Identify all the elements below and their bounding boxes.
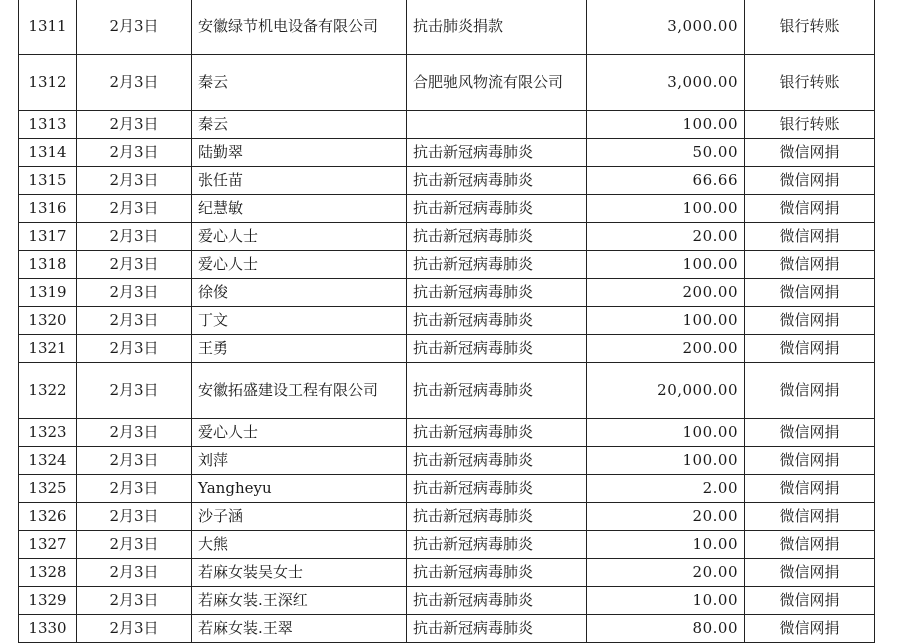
donor-name: 张任苗 <box>192 167 407 195</box>
table-row <box>19 503 875 531</box>
table-row <box>19 251 875 279</box>
row-number: 1312 <box>19 55 77 111</box>
table-row <box>19 307 875 335</box>
donation-date: 2月3日 <box>77 475 192 503</box>
donor-name: 刘萍 <box>192 447 407 475</box>
donation-amount: 10.00 <box>587 531 745 559</box>
table-row <box>19 531 875 559</box>
donation-date: 2月3日 <box>77 251 192 279</box>
donation-purpose: 合肥驰风物流有限公司 <box>407 55 587 111</box>
payment-method: 微信网捐 <box>745 503 875 531</box>
row-number: 1314 <box>19 139 77 167</box>
payment-method: 微信网捐 <box>745 307 875 335</box>
donor-name: 王勇 <box>192 335 407 363</box>
donation-amount: 3,000.00 <box>587 55 745 111</box>
donation-purpose: 抗击新冠病毒肺炎 <box>407 587 587 615</box>
payment-method: 微信网捐 <box>745 279 875 307</box>
donation-purpose: 抗击新冠病毒肺炎 <box>407 447 587 475</box>
row-number: 1330 <box>19 615 77 643</box>
donation-purpose: 抗击新冠病毒肺炎 <box>407 419 587 447</box>
donation-date: 2月3日 <box>77 0 192 55</box>
donation-date: 2月3日 <box>77 167 192 195</box>
donation-date: 2月3日 <box>77 587 192 615</box>
row-number: 1320 <box>19 307 77 335</box>
donation-amount: 66.66 <box>587 167 745 195</box>
donation-date: 2月3日 <box>77 531 192 559</box>
donation-purpose: 抗击新冠病毒肺炎 <box>407 139 587 167</box>
payment-method: 微信网捐 <box>745 447 875 475</box>
row-number: 1315 <box>19 167 77 195</box>
table-row <box>19 111 875 139</box>
donor-name: 爱心人士 <box>192 419 407 447</box>
donation-purpose: 抗击新冠病毒肺炎 <box>407 615 587 643</box>
donation-amount: 100.00 <box>587 111 745 139</box>
table-row <box>19 139 875 167</box>
table-row <box>19 447 875 475</box>
donation-amount: 2.00 <box>587 475 745 503</box>
donation-date: 2月3日 <box>77 363 192 419</box>
payment-method: 银行转账 <box>745 111 875 139</box>
donation-amount: 100.00 <box>587 307 745 335</box>
donation-amount: 80.00 <box>587 615 745 643</box>
donor-name: Yangheyu <box>192 475 407 503</box>
donation-date: 2月3日 <box>77 419 192 447</box>
table-row <box>19 363 875 419</box>
payment-method: 微信网捐 <box>745 419 875 447</box>
row-number: 1316 <box>19 195 77 223</box>
row-number: 1325 <box>19 475 77 503</box>
row-number: 1327 <box>19 531 77 559</box>
table-row <box>19 279 875 307</box>
payment-method: 微信网捐 <box>745 251 875 279</box>
payment-method: 微信网捐 <box>745 223 875 251</box>
donor-name: 徐俊 <box>192 279 407 307</box>
donation-purpose: 抗击新冠病毒肺炎 <box>407 559 587 587</box>
donation-purpose: 抗击新冠病毒肺炎 <box>407 307 587 335</box>
donation-purpose: 抗击新冠病毒肺炎 <box>407 279 587 307</box>
row-number: 1328 <box>19 559 77 587</box>
row-number: 1318 <box>19 251 77 279</box>
donor-name: 大熊 <box>192 531 407 559</box>
donor-name: 沙子涵 <box>192 503 407 531</box>
row-number: 1313 <box>19 111 77 139</box>
payment-method: 微信网捐 <box>745 335 875 363</box>
payment-method: 微信网捐 <box>745 615 875 643</box>
donation-purpose: 抗击新冠病毒肺炎 <box>407 531 587 559</box>
donor-name: 爱心人士 <box>192 251 407 279</box>
row-number: 1319 <box>19 279 77 307</box>
donation-amount: 100.00 <box>587 447 745 475</box>
payment-method: 微信网捐 <box>745 559 875 587</box>
row-number: 1323 <box>19 419 77 447</box>
donation-date: 2月3日 <box>77 503 192 531</box>
donation-amount: 100.00 <box>587 195 745 223</box>
table-row <box>19 195 875 223</box>
donor-name: 陆勤翠 <box>192 139 407 167</box>
donor-name: 安徽绿节机电设备有限公司 <box>192 0 407 55</box>
donation-date: 2月3日 <box>77 335 192 363</box>
donation-purpose: 抗击新冠病毒肺炎 <box>407 363 587 419</box>
donation-date: 2月3日 <box>77 111 192 139</box>
donation-amount: 100.00 <box>587 419 745 447</box>
donor-name: 若麻女装.王深红 <box>192 587 407 615</box>
payment-method: 银行转账 <box>745 55 875 111</box>
donor-name: 秦云 <box>192 111 407 139</box>
donation-amount: 10.00 <box>587 587 745 615</box>
payment-method: 微信网捐 <box>745 363 875 419</box>
table-row <box>19 167 875 195</box>
donation-date: 2月3日 <box>77 223 192 251</box>
table-row <box>19 559 875 587</box>
payment-method: 微信网捐 <box>745 195 875 223</box>
donor-name: 丁文 <box>192 307 407 335</box>
donation-date: 2月3日 <box>77 279 192 307</box>
row-number: 1324 <box>19 447 77 475</box>
donation-date: 2月3日 <box>77 307 192 335</box>
row-number: 1311 <box>19 0 77 55</box>
donor-name: 爱心人士 <box>192 223 407 251</box>
donation-purpose: 抗击新冠病毒肺炎 <box>407 195 587 223</box>
donation-purpose: 抗击肺炎捐款 <box>407 0 587 55</box>
donation-amount: 20.00 <box>587 223 745 251</box>
row-number: 1322 <box>19 363 77 419</box>
table-row <box>19 475 875 503</box>
donor-name: 安徽拓盛建设工程有限公司 <box>192 363 407 419</box>
donation-date: 2月3日 <box>77 615 192 643</box>
donation-date: 2月3日 <box>77 447 192 475</box>
donation-date: 2月3日 <box>77 55 192 111</box>
table-row <box>19 587 875 615</box>
donation-amount: 50.00 <box>587 139 745 167</box>
table-row <box>19 615 875 643</box>
payment-method: 微信网捐 <box>745 167 875 195</box>
donation-purpose <box>407 111 587 139</box>
donation-amount: 3,000.00 <box>587 0 745 55</box>
donation-amount: 200.00 <box>587 335 745 363</box>
donor-name: 纪慧敏 <box>192 195 407 223</box>
table-row <box>19 223 875 251</box>
row-number: 1317 <box>19 223 77 251</box>
donation-ledger-table <box>18 0 875 643</box>
donation-purpose: 抗击新冠病毒肺炎 <box>407 335 587 363</box>
donation-purpose: 抗击新冠病毒肺炎 <box>407 251 587 279</box>
donation-purpose: 抗击新冠病毒肺炎 <box>407 503 587 531</box>
donor-name: 若麻女装.王翠 <box>192 615 407 643</box>
row-number: 1321 <box>19 335 77 363</box>
donor-name: 秦云 <box>192 55 407 111</box>
donation-amount: 100.00 <box>587 251 745 279</box>
payment-method: 微信网捐 <box>745 475 875 503</box>
table-row <box>19 55 875 111</box>
donation-purpose: 抗击新冠病毒肺炎 <box>407 475 587 503</box>
donation-date: 2月3日 <box>77 195 192 223</box>
donation-date: 2月3日 <box>77 139 192 167</box>
donor-name: 若麻女装吴女士 <box>192 559 407 587</box>
table-row <box>19 335 875 363</box>
donation-amount: 200.00 <box>587 279 745 307</box>
payment-method: 微信网捐 <box>745 139 875 167</box>
payment-method: 微信网捐 <box>745 587 875 615</box>
table-row <box>19 419 875 447</box>
row-number: 1326 <box>19 503 77 531</box>
donation-amount: 20.00 <box>587 503 745 531</box>
table-row <box>19 0 875 55</box>
donation-amount: 20.00 <box>587 559 745 587</box>
payment-method: 银行转账 <box>745 0 875 55</box>
payment-method: 微信网捐 <box>745 531 875 559</box>
row-number: 1329 <box>19 587 77 615</box>
donation-date: 2月3日 <box>77 559 192 587</box>
donation-purpose: 抗击新冠病毒肺炎 <box>407 167 587 195</box>
donation-purpose: 抗击新冠病毒肺炎 <box>407 223 587 251</box>
donation-amount: 20,000.00 <box>587 363 745 419</box>
